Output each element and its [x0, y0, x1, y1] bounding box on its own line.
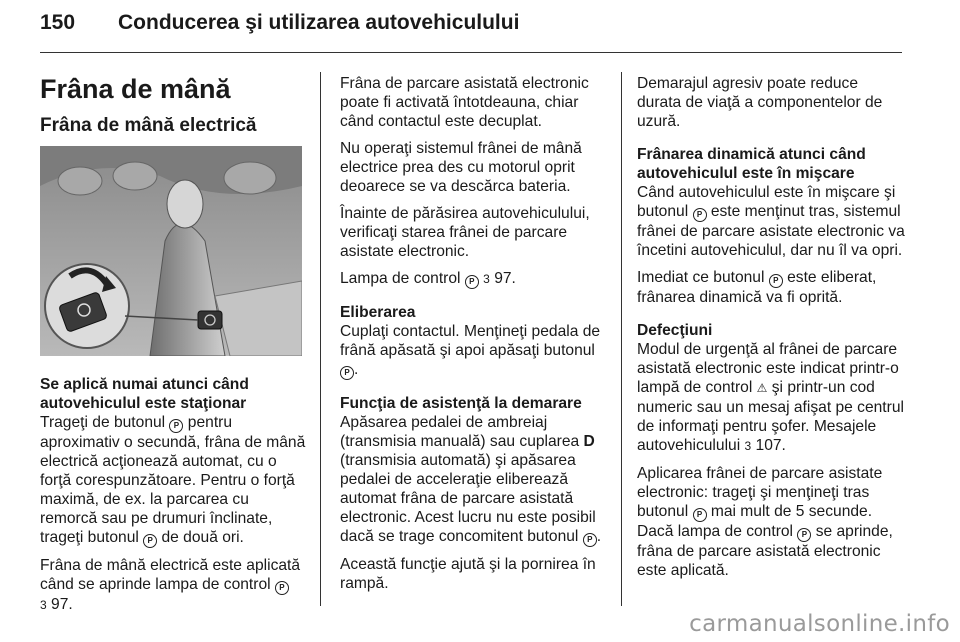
- page-number: 150: [40, 11, 76, 34]
- parking-brake-icon: P: [169, 419, 183, 433]
- section-title: Frâna de mână: [40, 74, 231, 104]
- column-2: [340, 74, 605, 601]
- activation-paragraph: Frâna de parcare asistată electronic poate fi activată întotdeauna, chiar când contactul este decuplat.: [340, 75, 589, 130]
- hill-start-heading: Funcţia de asistenţă la demarare: [340, 395, 582, 412]
- parking-brake-icon: P: [340, 366, 354, 380]
- faults-paragraph: Modul de urgenţă al frânei de parcare asistată electronic este indicat printr-o lampă de control ⚠ şi printr-un cod numeric sau un mesaj afişat pe centrul de informaţi pentru şofer. Mesajele autovehiculului 3 107.: [637, 341, 904, 454]
- release-heading: Eliberarea: [340, 304, 416, 321]
- column-divider-1: [320, 72, 321, 606]
- parking-brake-icon: P: [143, 534, 157, 548]
- faults-paragraph-2: Aplicarea frânei de parcare asistate electronic: trageţi şi menţineţi tras butonul P mai mult de 5 secunde. Dacă lampa de control P se aprinde, frâna de parcare asistată electronic este aplicată.: [637, 465, 893, 579]
- dynamic-braking-heading: Frânarea dinamică atunci când autovehiculul este în mişcare: [637, 146, 866, 182]
- parking-brake-icon: P: [275, 581, 289, 595]
- section-subtitle: Frâna de mână electrică: [40, 115, 257, 136]
- check-paragraph: Înainte de părăsirea autovehiculului, verificaţi starea frânei de parcare asistate electronic.: [340, 205, 590, 260]
- control-lamp-paragraph: Lampa de control P 3 97.: [340, 270, 516, 287]
- parking-brake-icon: P: [797, 528, 811, 542]
- parking-brake-icon: P: [693, 508, 707, 522]
- console-illustration: [40, 146, 302, 356]
- column-1-body: [40, 375, 310, 623]
- header-rule: [40, 52, 902, 53]
- parking-brake-icon: P: [465, 275, 479, 289]
- stationary-heading: Se aplică numai atunci când autovehiculul este staţionar: [40, 376, 249, 412]
- column-divider-2: [621, 72, 622, 606]
- column-1: [40, 74, 310, 138]
- parking-brake-photo: [40, 146, 302, 356]
- battery-paragraph: Nu operaţi sistemul frânei de mână electrice prea des cu motorul oprit deoarece se va descărca bateria.: [340, 140, 582, 195]
- parking-brake-icon: P: [693, 208, 707, 222]
- chapter-title: Conducerea şi utilizarea autovehiculului: [118, 11, 520, 34]
- column-3: [637, 74, 905, 588]
- parking-brake-icon: P: [583, 533, 597, 547]
- hill-start-paragraph: Apăsarea pedalei de ambreiaj (transmisia manuală) sau cuplarea D (transmisia automată) şi apăsarea pedalei de acceleraţie eliberează automat frâna de parcare asistată electronic. Acest lucru nu este posibil dacă se trage concomitent butonul P .: [340, 414, 602, 545]
- dynamic-braking-paragraph: Când autovehiculul este în mişcare şi butonul P este menţinut tras, sistemul frânei de parcare asistate electronic va încetini autovehiculul, dar nu îl va opri.: [637, 184, 905, 259]
- page-ref-arrow-icon: 3: [483, 272, 490, 286]
- stationary-paragraph: Trageţi de butonul P pentru aproximativ o secundă, frâna de mână electrică acţionează automat, cu o forţă corespunzătoare. Pentru o forţă maximă, de ex. la parcarea cu remorcă sau pe drumuri înclinate, trageţi butonul P de două ori.: [40, 414, 306, 546]
- dynamic-braking-paragraph-2: Imediat ce butonul P este eliberat, frânarea dinamică va fi oprită.: [637, 269, 877, 306]
- wear-paragraph: Demarajul agresiv poate reduce durata de viaţă a componentelor de uzură.: [637, 75, 883, 130]
- fault-lamp-icon: ⚠: [756, 381, 768, 395]
- hill-start-paragraph-2: Această funcţie ajută şi la pornirea în rampă.: [340, 556, 596, 592]
- applied-paragraph: Frâna de mână electrică este aplicată când se aprinde lampa de control P 3 97.: [40, 557, 301, 613]
- release-paragraph: Cuplaţi contactul. Menţineţi pedala de frână apăsată şi apoi apăsaţi butonul P .: [340, 323, 601, 378]
- watermark: carmanualsonline.info: [689, 611, 950, 637]
- parking-brake-icon: P: [769, 274, 783, 288]
- page-ref-arrow-icon: 3: [40, 598, 47, 612]
- page-ref-arrow-icon: 3: [744, 439, 752, 453]
- faults-heading: Defecţiuni: [637, 322, 713, 339]
